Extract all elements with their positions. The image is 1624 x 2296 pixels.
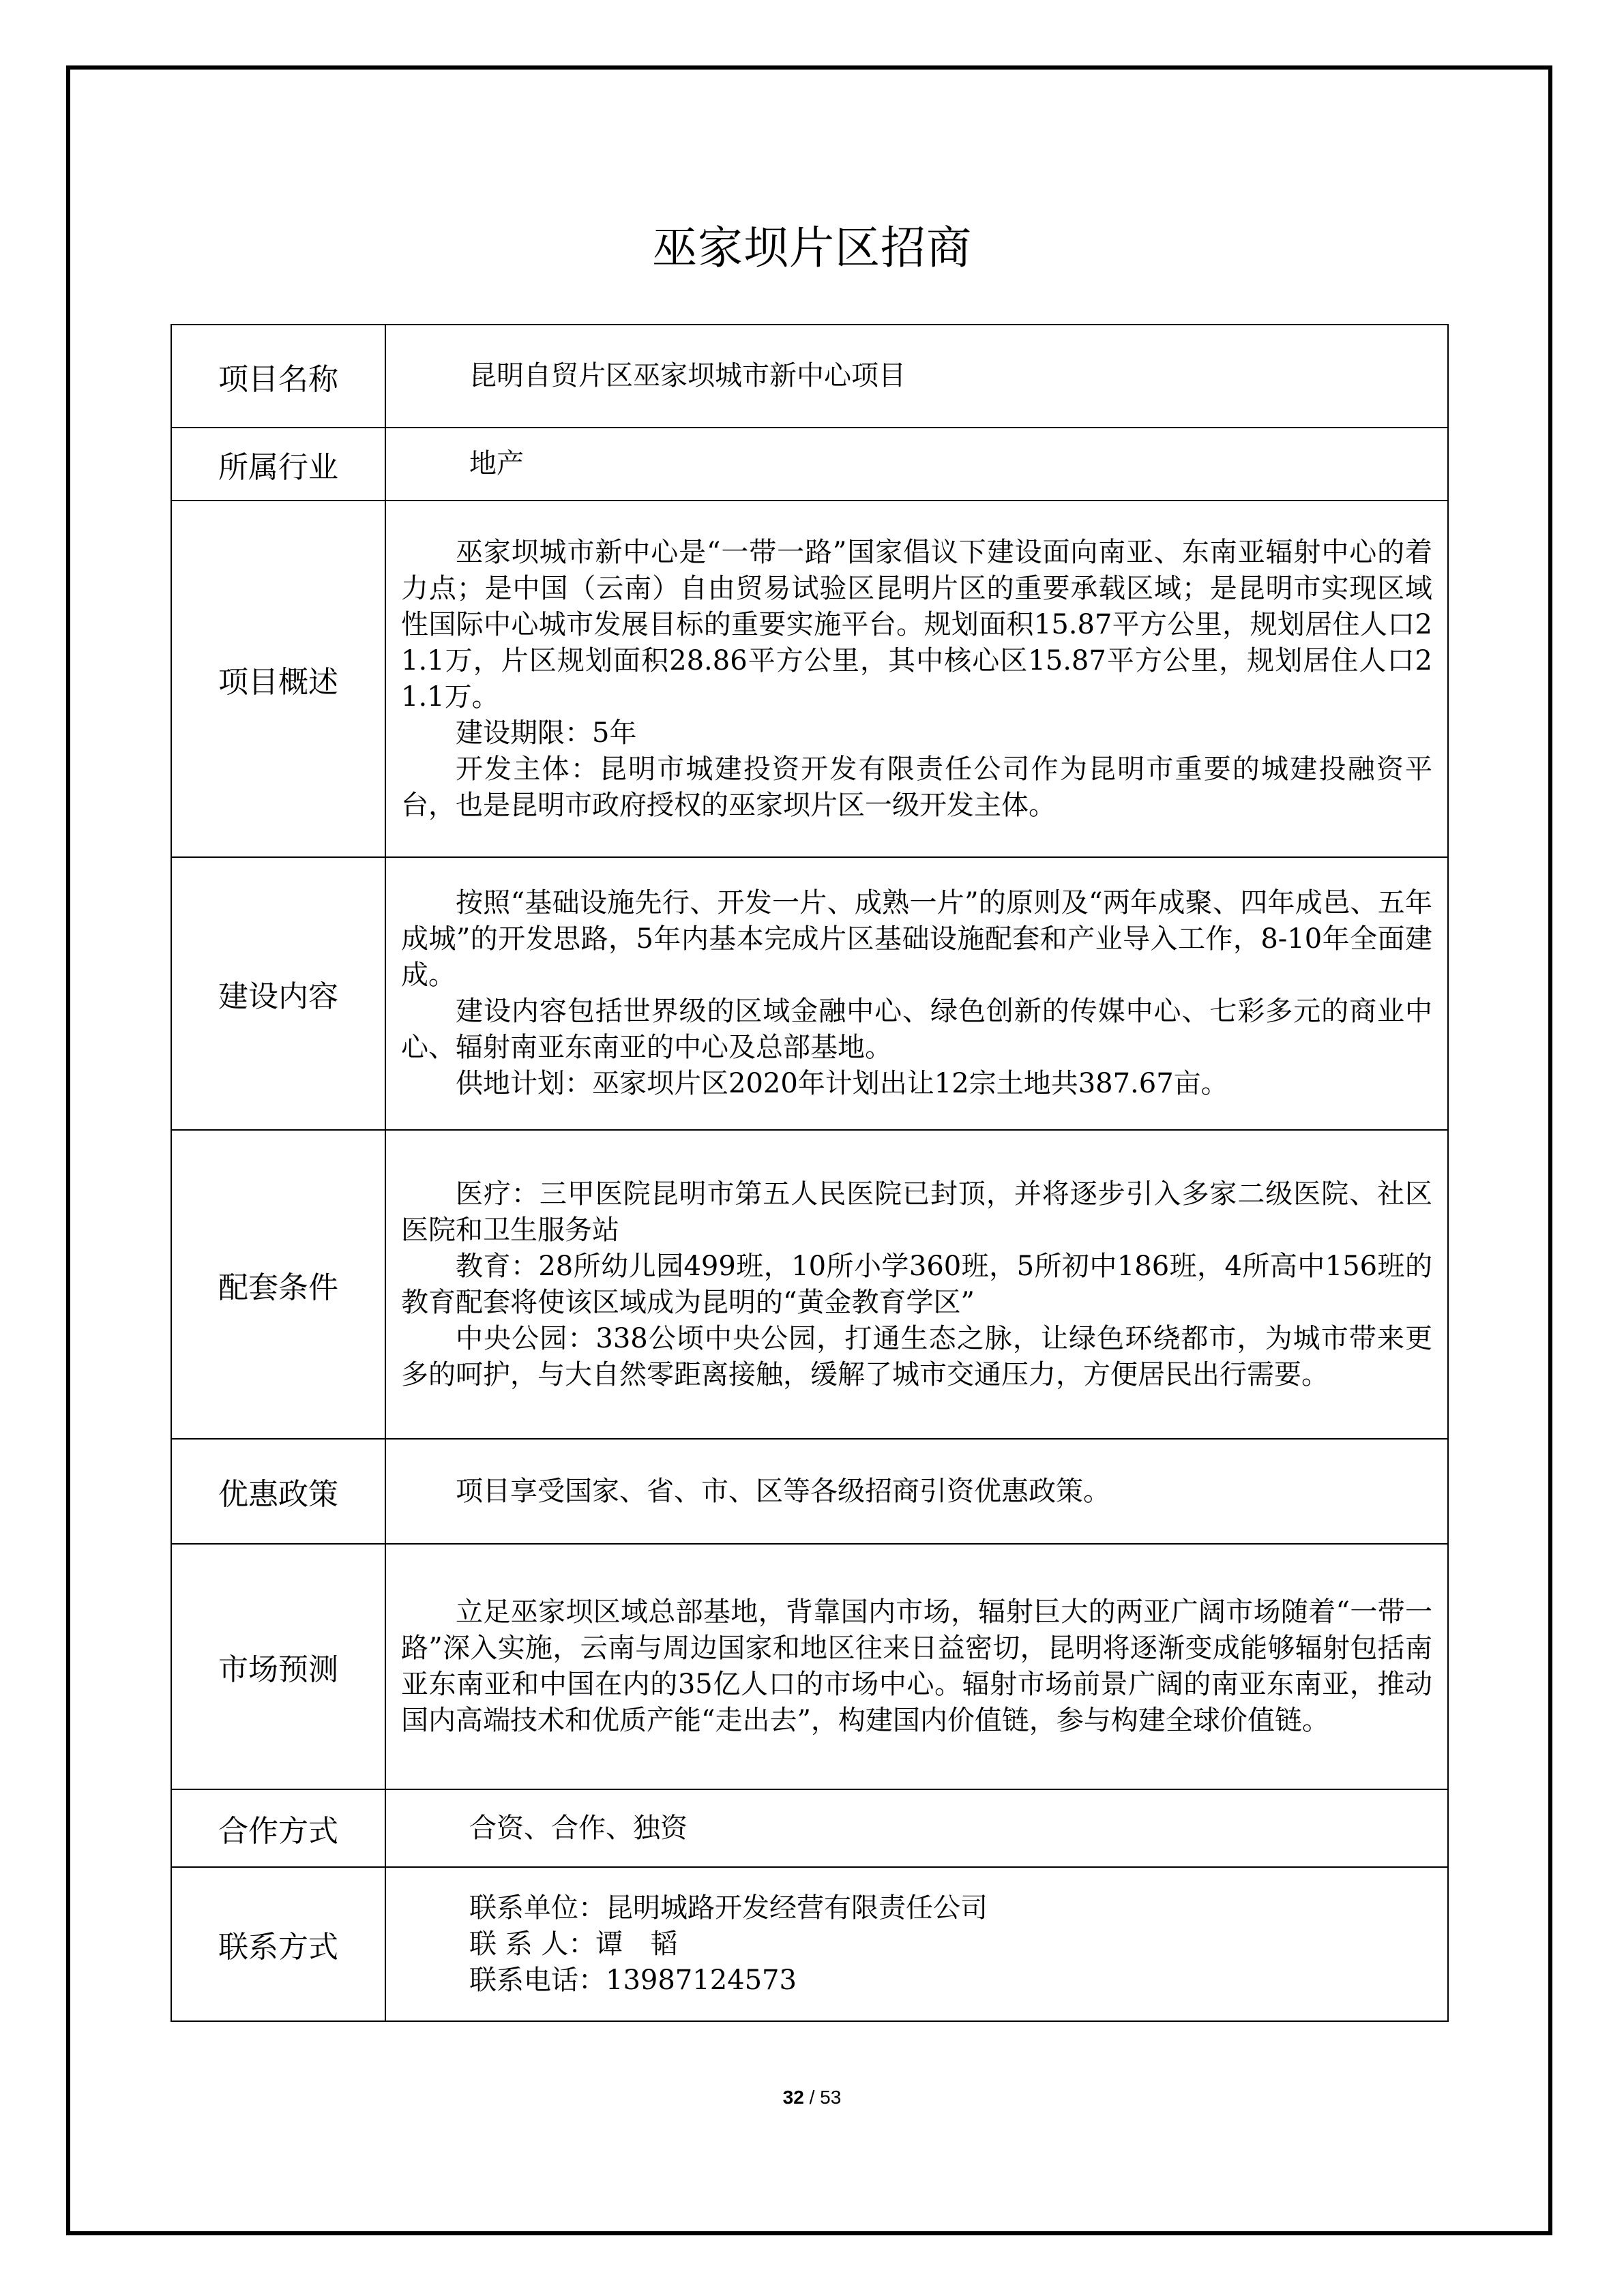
table-row-cooperation — [171, 1789, 1448, 1867]
page-number — [0, 2087, 1624, 2108]
table-row-project-name — [171, 325, 1448, 428]
row-label: 优惠政策 — [171, 1439, 385, 1544]
table-row-overview — [171, 501, 1448, 857]
construction-paragraph: 建设内容包括世界级的区域金融中心、绿色创新的传媒中心、七彩多元的商业中心、辐射南亚东南亚的中心及总部基地。 — [401, 996, 1432, 1063]
table-row-contact — [171, 1867, 1448, 2021]
page-separator: / — [803, 2087, 821, 2108]
table-row-facilities — [171, 1130, 1448, 1439]
current-page-number: 32 — [782, 2087, 804, 2108]
project-info-table — [171, 324, 1449, 2022]
overview-paragraph: 巫家坝城市新中心是“一带一路”国家倡议下建设面向南亚、东南亚辐射中心的着力点；是中国（云南）自由贸易试验区昆明片区的重要承载区域；是昆明市实现区域性国际中心城市发展目标的重要实施平台。规划面积15.87平方公里，规划居住人口21.1万，片区规划面积28.86平方公里，其中核心区15.87平方公里，规划居住人口21.1万。 — [401, 536, 1432, 713]
row-content — [385, 1544, 1448, 1789]
facilities-paragraph: 教育：28所幼儿园499班，10所小学360班，5所初中186班，4所高中156班的教育配套将使该区域成为昆明的“黄金教育学区” — [401, 1250, 1432, 1318]
policy-paragraph: 项目享受国家、省、市、区等各级招商引资优惠政策。 — [456, 1475, 1110, 1507]
construction-paragraph: 按照“基础设施先行、开发一片、成熟一片”的原则及“两年成聚、四年成邑、五年成城”的开发思路，5年内基本完成片区基础设施配套和产业导入工作，8-10年全面建成。 — [401, 887, 1432, 991]
table-row-market-forecast — [171, 1544, 1448, 1789]
row-content — [385, 428, 1448, 501]
row-content — [385, 501, 1448, 857]
row-label: 项目概述 — [171, 501, 385, 857]
row-label: 项目名称 — [171, 325, 385, 428]
total-pages: 53 — [820, 2087, 842, 2108]
row-label: 联系方式 — [171, 1867, 385, 2021]
row-label: 所属行业 — [171, 428, 385, 501]
market-paragraph: 立足巫家坝区域总部基地，背靠国内市场，辐射巨大的两亚广阔市场随着“一带一路”深入实施，云南与周边国家和地区往来日益密切，昆明将逐渐变成能够辐射包括南亚东南亚和中国在内的35亿人口的市场中心。辐射市场前景广阔的南亚东南亚，推动国内高端技术和优质产能“走出去”，构建国内价值链，参与构建全球价值链。 — [401, 1596, 1432, 1736]
row-content — [385, 325, 1448, 428]
facilities-paragraph: 医疗：三甲医院昆明市第五人民医院已封顶，并将逐步引入多家二级医院、社区医院和卫生服务站 — [401, 1178, 1432, 1246]
contact-unit: 联系单位：昆明城路开发经营有限责任公司 — [469, 1892, 988, 1924]
overview-paragraph: 开发主体：昆明市城建投资开发有限责任公司作为昆明市重要的城建投融资平台，也是昆明市政府授权的巫家坝片区一级开发主体。 — [401, 753, 1432, 821]
contact-phone: 联系电话：13987124573 — [469, 1964, 797, 1996]
row-label: 合作方式 — [171, 1789, 385, 1867]
row-label: 市场预测 — [171, 1544, 385, 1789]
row-label: 配套条件 — [171, 1130, 385, 1439]
overview-paragraph: 建设期限：5年 — [456, 717, 637, 749]
row-content — [385, 1130, 1448, 1439]
contact-person: 联 系 人：谭 韬 — [469, 1928, 678, 1960]
facilities-paragraph: 中央公园：338公顷中央公园，打通生态之脉，让绿色环绕都市，为城市带来更多的呵护，与大自然零距离接触，缓解了城市交通压力，方便居民出行需要。 — [401, 1322, 1432, 1390]
row-content — [385, 1867, 1448, 2021]
project-name-text: 昆明自贸片区巫家坝城市新中心项目 — [469, 360, 906, 391]
cooperation-text: 合资、合作、独资 — [469, 1812, 688, 1844]
table-row-construction — [171, 857, 1448, 1130]
row-content — [385, 857, 1448, 1130]
table-row-industry — [171, 428, 1448, 501]
industry-text: 地产 — [469, 448, 524, 479]
row-content — [385, 1789, 1448, 1867]
document-title: 巫家坝片区招商 — [652, 222, 972, 274]
construction-paragraph: 供地计划：巫家坝片区2020年计划出让12宗土地共387.67亩。 — [456, 1068, 1228, 1099]
row-label: 建设内容 — [171, 857, 385, 1130]
table-row-policy — [171, 1439, 1448, 1544]
row-content — [385, 1439, 1448, 1544]
